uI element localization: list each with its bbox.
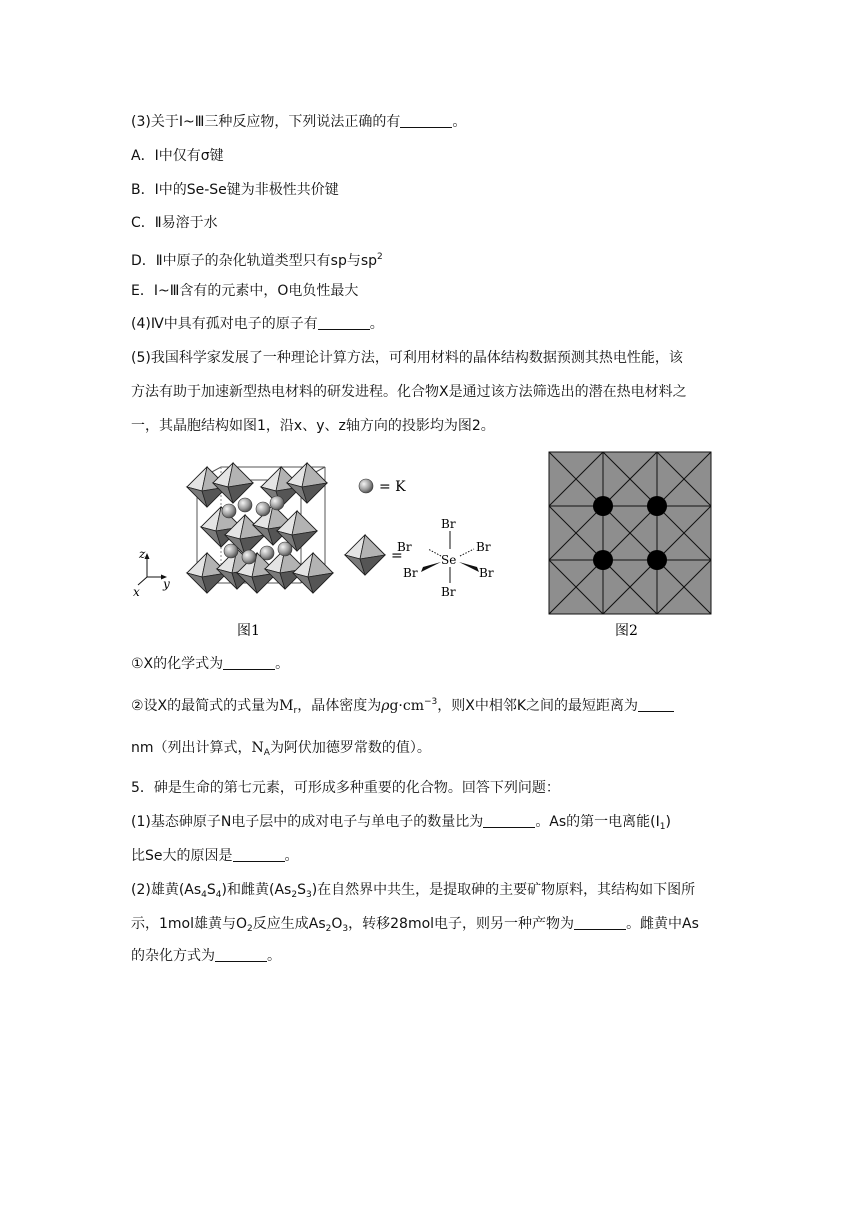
q5-sub1 — [131, 654, 289, 674]
sub: 2 — [291, 890, 298, 900]
crystal-figure — [125, 445, 745, 645]
k-atom — [242, 550, 256, 564]
q4-stem — [131, 314, 384, 334]
axis-y-label: y — [163, 577, 170, 591]
k-projection-dot — [647, 550, 667, 570]
q4-stem-text: (4)Ⅳ中具有孤对电子的原子有 — [131, 316, 318, 332]
q5-sub2-line2-text: nm（列出计算式， — [131, 740, 252, 756]
formula-weight-symbol: M — [279, 698, 294, 714]
option-a: A．Ⅰ中仅有σ键 — [131, 148, 224, 164]
density-unit-exponent: −3 — [423, 697, 438, 707]
sub: 2 — [247, 924, 253, 934]
option-b: B．Ⅰ中的Se-Se键为非极性共价键 — [131, 182, 339, 198]
br-right-back: Br — [476, 540, 491, 554]
br-left-back: Br — [397, 540, 412, 554]
k-atom — [238, 498, 252, 512]
q3-stem-text: (3)关于Ⅰ~Ⅲ三种反应物，下列说法正确的有 — [131, 114, 401, 130]
q4-stem-end: 。 — [369, 316, 384, 332]
k-atom — [278, 542, 292, 556]
t: 反应生成As — [252, 916, 326, 932]
answer-blank[interactable] — [638, 697, 674, 712]
option-c: C．Ⅱ易溶于水 — [131, 215, 218, 231]
avogadro-symbol: N — [251, 740, 264, 756]
k-atom — [256, 502, 270, 516]
q5b-part1-end: ) — [665, 814, 671, 830]
k-atom — [260, 546, 274, 560]
k-atom — [222, 504, 236, 518]
q5-sub2-post: ，则X中相邻K之间的最短距离为 — [437, 698, 639, 714]
option-d — [131, 247, 383, 271]
t: S — [297, 882, 306, 898]
q5-sub1-end: 。 — [275, 656, 290, 672]
density-unit: g·cm — [389, 698, 424, 714]
br-bottom: Br — [441, 585, 456, 599]
answer-blank[interactable] — [574, 915, 626, 930]
unit-cell-figure — [187, 463, 333, 593]
t: 示，1mol雄黄与O — [131, 916, 248, 932]
answer-blank[interactable] — [483, 813, 535, 828]
q5b-part2-line1 — [131, 880, 695, 905]
legend-k-label: = K — [379, 479, 406, 495]
t: 的杂化方式为 — [131, 948, 215, 964]
q5-sub2-line2 — [131, 738, 431, 763]
q5-sub2-mid: ，晶体密度为 — [297, 698, 382, 714]
q5-line3: 一，其晶胞结构如图1，沿x、y、z轴方向的投影均为图2。 — [131, 418, 495, 434]
q5-sub2-text: ②设X的最简式的式量为 — [131, 698, 280, 714]
figure-2-caption: 图2 — [615, 623, 638, 639]
q5b-part2-line2 — [131, 914, 699, 939]
t: (2)雄黄(As — [131, 882, 202, 898]
answer-blank[interactable] — [215, 947, 267, 962]
legend-k — [359, 479, 406, 495]
q5b-part1-text: (1)基态砷原子N电子层中的成对电子与单电子的数量比为 — [131, 814, 484, 830]
q5b-part1-line2 — [131, 846, 299, 866]
legend-octahedron — [345, 517, 494, 599]
avogadro-subscript: A — [263, 748, 270, 758]
option-d-sup: 2 — [377, 252, 383, 262]
figure-1-caption: 图1 — [237, 623, 260, 639]
sub: 3 — [342, 924, 349, 934]
sub: 4 — [215, 890, 222, 900]
br-left-front: Br — [403, 566, 418, 580]
q5b-part1-line2-end: 。 — [284, 848, 299, 864]
k-projection-dot — [593, 496, 613, 516]
ionization-subscript: 1 — [659, 822, 666, 832]
t: 。 — [267, 948, 281, 964]
sebr6-structure — [397, 517, 494, 599]
sub: 4 — [201, 890, 207, 900]
k-projection-dot — [647, 496, 667, 516]
answer-blank[interactable] — [223, 655, 275, 670]
br-right-front: Br — [479, 566, 494, 580]
sub: 2 — [325, 924, 332, 934]
q3-stem-end: 。 — [452, 114, 467, 130]
projection-figure — [549, 452, 711, 614]
density-symbol: ρ — [381, 698, 390, 714]
q5b-part1-mid: 。As的第一电离能(I — [535, 814, 660, 830]
sub: 3 — [305, 890, 312, 900]
k-atom — [270, 496, 284, 510]
option-d-text: D．Ⅱ中原子的杂化轨道类型只有sp与sp — [131, 253, 378, 269]
answer-blank[interactable] — [318, 315, 370, 330]
t: S — [206, 882, 216, 898]
answer-blank[interactable] — [400, 113, 452, 128]
q5-sub2-line1 — [131, 692, 674, 721]
t: )和雌黄(As — [221, 882, 292, 898]
q5b-part1-line2-text: 比Se大的原因是 — [131, 848, 233, 864]
q5-line1: (5)我国科学家发展了一种理论计算方法，可利用材料的晶体结构数据预测其热电性能，该 — [131, 350, 683, 366]
t: ，转移28mol电子，则另一种产物为 — [348, 916, 575, 932]
q5b-part2-line3 — [131, 946, 281, 966]
k-projection-dot — [593, 550, 613, 570]
option-e: E．Ⅰ~Ⅲ含有的元素中，O电负性最大 — [131, 283, 359, 299]
q5-sub2-line2-end: 为阿伏加德罗常数的值）。 — [269, 740, 431, 756]
q5b-intro: 5．砷是生命的第七元素，可形成多种重要的化合物。回答下列问题： — [131, 780, 560, 796]
br-top: Br — [441, 517, 456, 531]
se-center: Se — [441, 553, 457, 567]
axis-x-label: x — [133, 585, 140, 599]
legend-equals: = — [391, 548, 403, 564]
axis-z-label: z — [139, 547, 146, 561]
q5b-part1-line1 — [131, 812, 671, 837]
formula-weight-subscript: r — [293, 706, 298, 716]
t: 。雌黄中As — [626, 916, 699, 932]
axis-indicator — [133, 547, 170, 599]
answer-blank[interactable] — [233, 847, 285, 862]
t: )在自然界中共生，是提取砷的主要矿物原料，其结构如下图所 — [311, 882, 696, 898]
q3-stem — [131, 112, 466, 132]
t: O — [331, 916, 343, 932]
q5-sub1-text: ①X的化学式为 — [131, 656, 224, 672]
q5-line2: 方法有助于加速新型热电材料的研发进程。化合物X是通过该方法筛选出的潜在热电材料之 — [131, 384, 687, 400]
k-atom — [224, 544, 238, 558]
